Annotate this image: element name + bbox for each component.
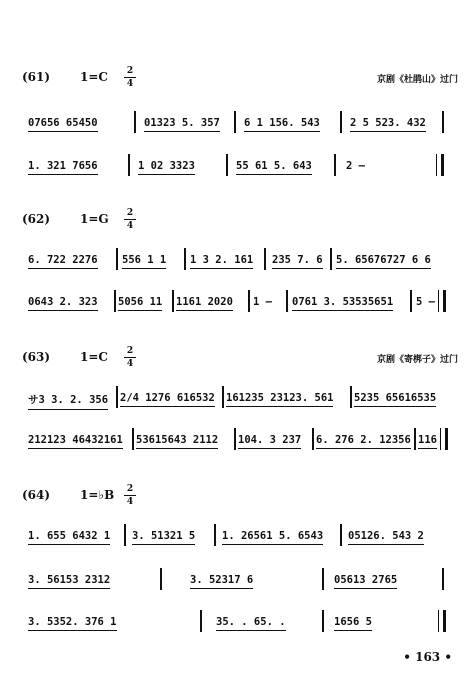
measure: 5235 65616535	[354, 392, 436, 407]
measure: 1161 2020	[176, 296, 233, 311]
barline	[264, 248, 266, 270]
measure: 55 61 5. 643	[236, 160, 312, 175]
measure: 05613 2765	[334, 574, 397, 589]
final-barline	[436, 154, 444, 176]
measure: 6 1 156. 543	[244, 117, 320, 132]
measure: 53615643 2112	[136, 434, 218, 449]
measure: 3. 5352. 376 1	[28, 616, 117, 631]
barline	[340, 111, 342, 133]
barline	[322, 610, 324, 632]
measure: 161235 23123. 561	[226, 392, 333, 407]
meter-top: 2	[126, 484, 134, 494]
key-signature: 1=C	[80, 70, 108, 84]
meter-top: 2	[126, 66, 134, 76]
measure: 556 1 1	[122, 254, 166, 269]
barline	[226, 154, 228, 176]
measure: 6. 722 2276	[28, 254, 98, 269]
barline	[200, 610, 202, 632]
final-barline	[438, 290, 446, 312]
barline	[248, 290, 250, 312]
source-caption: 京剧《寄梆子》过门	[376, 355, 458, 365]
measure: 104. 3 237	[238, 434, 301, 449]
measure: 3. 56153 2312	[28, 574, 110, 589]
barline	[330, 248, 332, 270]
barline	[116, 386, 118, 408]
section-63-header	[22, 348, 458, 368]
barline	[410, 290, 412, 312]
staff-line	[28, 434, 446, 460]
measure: 116	[418, 434, 437, 449]
barline	[116, 248, 118, 270]
barline	[414, 428, 416, 450]
time-signature	[124, 66, 136, 89]
staff-line	[28, 160, 446, 186]
barline	[134, 111, 136, 133]
barline	[286, 290, 288, 312]
barline	[172, 290, 174, 312]
barline	[132, 428, 134, 450]
key-signature: 1=C	[80, 350, 108, 364]
barline	[340, 524, 342, 546]
section-62-header	[22, 210, 458, 230]
key-signature: 1=♭B	[80, 488, 115, 502]
barline	[128, 154, 130, 176]
time-signature	[124, 208, 136, 231]
barline	[234, 428, 236, 450]
section-number: (62)	[22, 212, 51, 226]
key-signature: 1=G	[80, 212, 109, 226]
barline	[312, 428, 314, 450]
measure: 1. 26561 5. 6543	[222, 530, 323, 545]
measure: 1. 655 6432 1	[28, 530, 110, 545]
barline	[322, 568, 324, 590]
measure: 0643 2. 323	[28, 296, 98, 311]
measure: 0761 3. 53535651	[292, 296, 393, 311]
meter-top: 2	[126, 346, 134, 356]
measure: サ3 3. 2. 356	[28, 392, 108, 410]
meter-top: 2	[126, 208, 134, 218]
section-number: (64)	[22, 488, 51, 502]
measure: 1 02 3323	[138, 160, 195, 175]
section-61-header	[22, 68, 458, 88]
time-signature	[124, 346, 136, 369]
measure: 3. 52317 6	[190, 574, 253, 589]
page-number: • 163 •	[403, 650, 452, 664]
barline	[114, 290, 116, 312]
barline	[350, 386, 352, 408]
measure: 2 5 523. 432	[350, 117, 426, 132]
measure: 01323 5. 357	[144, 117, 220, 132]
staff-line	[28, 254, 446, 280]
measure: 3. 51321 5	[132, 530, 195, 545]
barline	[334, 154, 336, 176]
measure: 5056 11	[118, 296, 162, 311]
barline	[234, 111, 236, 133]
measure: 1656 5	[334, 616, 372, 631]
staff-line	[28, 117, 446, 143]
section-number: (63)	[22, 350, 51, 364]
source-caption: 京剧《杜鹃山》过门	[376, 75, 458, 85]
barline	[222, 386, 224, 408]
measure: 5. 65676727 6 6	[336, 254, 431, 269]
barline	[124, 524, 126, 546]
measure: 2 –	[346, 160, 365, 172]
meter-bottom: 4	[126, 497, 134, 507]
meter-bottom: 4	[126, 359, 134, 369]
section-number: (61)	[22, 70, 51, 84]
staff-line	[28, 530, 446, 556]
section-64-header	[22, 486, 458, 506]
staff-line	[28, 616, 446, 642]
measure: 05126. 543 2	[348, 530, 424, 545]
measure: 07656 65450	[28, 117, 98, 132]
staff-line	[28, 392, 446, 418]
barline	[442, 568, 444, 590]
final-barline	[438, 610, 446, 632]
barline	[214, 524, 216, 546]
measure: 2/4 1276 616532	[120, 392, 215, 407]
barline	[160, 568, 162, 590]
barline	[442, 111, 444, 133]
staff-line	[28, 296, 446, 322]
measure: 35. . 65. .	[216, 616, 286, 631]
measure: 5 –	[416, 296, 435, 308]
staff-line	[28, 574, 446, 600]
measure: 6. 276 2. 12356	[316, 434, 411, 449]
meter-bottom: 4	[126, 221, 134, 231]
time-signature	[124, 484, 136, 507]
final-barline	[440, 428, 448, 450]
measure: 1 –	[253, 296, 272, 308]
measure: 1 3 2. 161	[190, 254, 253, 269]
meter-bottom: 4	[126, 79, 134, 89]
measure: 1. 321 7656	[28, 160, 98, 175]
measure: 235 7. 6	[272, 254, 323, 269]
measure: 212123 46432161	[28, 434, 123, 449]
barline	[184, 248, 186, 270]
